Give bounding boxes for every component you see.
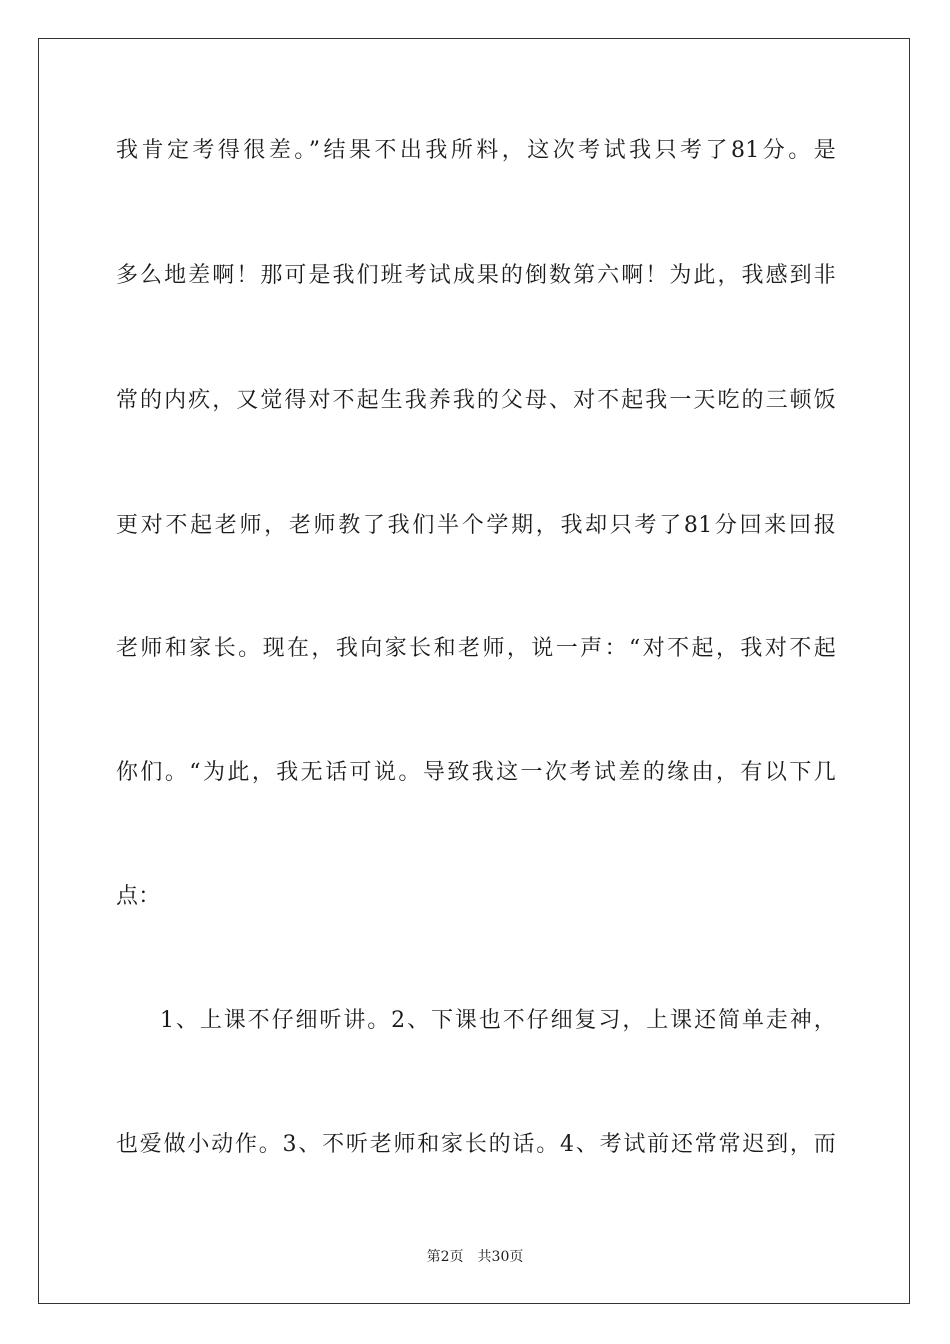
- total-pages: 共30页: [477, 1249, 524, 1265]
- body-line-7: 点：: [116, 884, 161, 909]
- body-line-4: 更对不起老师，老师教了我们半个学期，我却只考了81分回来回报: [116, 513, 836, 538]
- page-number: 第2页: [426, 1249, 464, 1265]
- page-border: [38, 38, 910, 1304]
- body-line-9: 也爱做小动作。3、不听老师和家长的话。4、考试前还常常迟到，而: [116, 1132, 836, 1157]
- body-line-2: 多么地差啊！那可是我们班考试成果的倒数第六啊！为此，我感到非: [116, 263, 836, 288]
- body-line-3: 常的内疚，又觉得对不起生我养我的父母、对不起我一天吃的三顿饭: [116, 388, 836, 413]
- body-line-8: 1、上课不仔细听讲。2、下课也不仔细复习，上课还简单走神，: [160, 1008, 836, 1033]
- body-line-5: 老师和家长。现在，我向家长和老师，说一声：“对不起，我对不起: [116, 636, 836, 661]
- body-line-6: 你们。“为此，我无话可说。导致我这一次考试差的缘由，有以下几: [116, 760, 836, 785]
- page-footer: [0, 1247, 950, 1267]
- body-line-1: 我肯定考得很差。”结果不出我所料，这次考试我只考了81分。是: [116, 138, 836, 163]
